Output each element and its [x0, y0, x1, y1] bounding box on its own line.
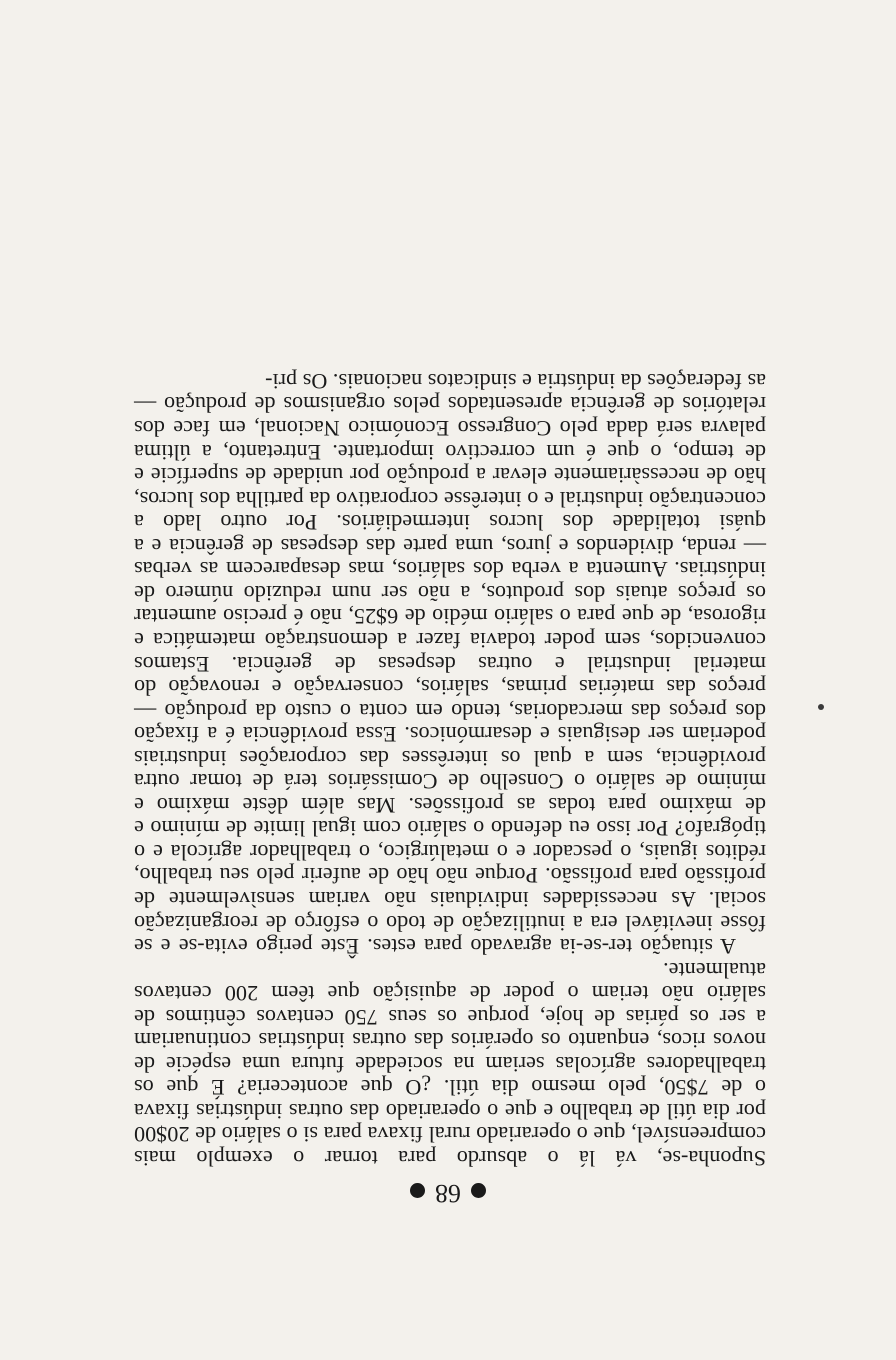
body-text [134, 369, 766, 1170]
page-number-text: 68 [435, 1179, 461, 1208]
ink-speck [818, 704, 824, 710]
page-number [0, 1178, 896, 1208]
paragraph-1: Suponha-se, vá lá o absurdo para tornar o exemplo mais compreensível, que o operariado rural fixava para si o salário de 20$00 por dia útil de trabalho e que o operariado das outras indústrias fixava o de 7$50, pelo mesmo dia útil. ¿O que aconteceria? É que os trabalhadores agrícolas seriam na sociedade futura uma espécie de novos ricos, enquanto os operários das outras indústrias continuariam a ser os párias de hoje, porque os seus 750 centavos cêntimos de salário não teriam o poder de aquisição que têem 200 centavos atualmente. [134, 957, 766, 1171]
paragraph-2: A situação ter-se-ia agravado para estes. Êste perigo evita-se e se fôsse inevitável era a inutilização de todo o esfôrço de reorganização social. As necessidades individuais não variam sensìvelmente de profissão para profissão. Porque não hão de auferir pelo seu trabalho, réditos iguais, o pescador e o metalúrgico, o trabalhador agrícola e o tipógrafo? Por isso eu defendo o salário com igual limite de mínimo e de máximo para todas as profissões. Mas além dêste máximo e mínimo de salário o Conselho de Comissários terá de tomar outra providência, sem a qual os interêsses das corporações industriais poderiam ser desiguais e desarmónicos. Essa providência é a fixação dos preços das mercadorias, tendo em conta o custo da produção — preços das matérias primas, salários, conservação e renovação do material industrial e outras despesas de gerência. Estamos convencidos, sem poder todavia fazer a demonstração matemática e rigorosa, de que para o salário médio de 6$25, não é preciso aumentar os preços atuais dos produtos, a não ser num reduzido número de indústrias. Aumenta a verba dos salários, mas desaparecem as verbas — renda, dividendos e juros, uma parte das despesas de gerência e a quási totalidade dos lucros intermediários. Por outro lado a concentração industrial e o interêsse corporativo da partilha dos lucros, hão de necessàriamente elevar a produção por unidade de superfície e de tempo, o que é um correctivo importante. Entretanto, a última palavra será dada pelo Congresso Económico Nacional, em face dos relatórios de gerência apresentados pelos organismos de produção — as federações da indústria e sindicatos nacionais. Os pri- [134, 368, 766, 960]
left-bullet-ornament [471, 1183, 486, 1198]
right-bullet-ornament [410, 1183, 425, 1198]
